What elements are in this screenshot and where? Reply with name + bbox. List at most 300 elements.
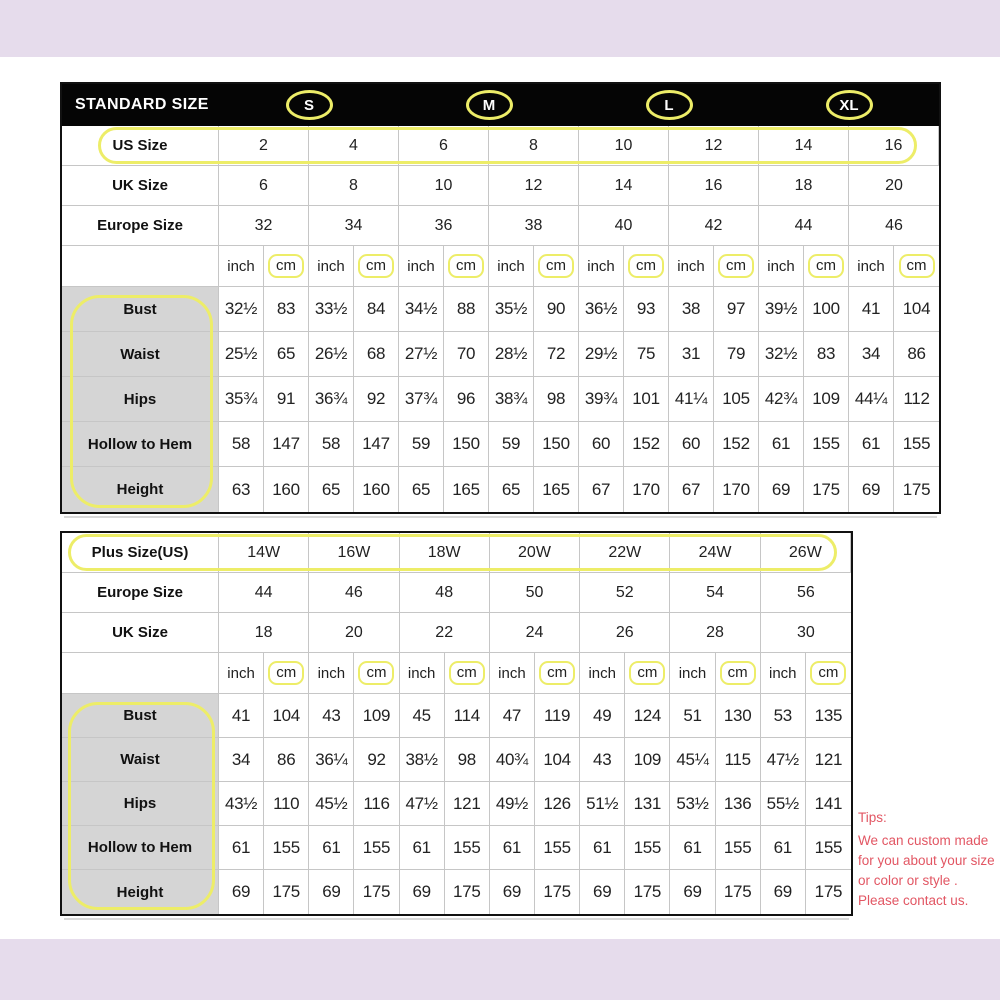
size-group-oval-s: S xyxy=(286,90,333,120)
measure-value-std-hips-6: 38¾ xyxy=(489,377,534,421)
unit-inch-label: inch xyxy=(849,246,894,286)
unit-cm-cell xyxy=(806,653,851,693)
measure-value-plus-bust-13: 135 xyxy=(814,705,843,725)
unit-cm-cell xyxy=(354,246,399,286)
measure-row-bust xyxy=(62,694,851,738)
measure-label-bust: Bust xyxy=(62,694,219,737)
measure-value-std-waist-5: 70 xyxy=(444,332,489,376)
size-value-std-uk-size-0: 6 xyxy=(219,166,309,205)
unit-inch-label: inch xyxy=(669,246,714,286)
measure-value-std-bust-5: 88 xyxy=(444,287,489,331)
measure-value-plus-hips-13: 141 xyxy=(814,793,843,813)
measure-value-std-bust-12: 39½ xyxy=(759,287,804,331)
measure-value-plus-hips-6: 49½ xyxy=(490,782,535,825)
measure-value-plus-hips-1: 110 xyxy=(264,782,309,825)
size-value-plus-europe-size-1: 46 xyxy=(309,573,399,612)
tips-note xyxy=(858,808,1000,911)
unit-row-empty-label xyxy=(62,246,219,286)
measure-value-std-hips-13: 109 xyxy=(804,377,849,421)
measure-value-std-waist-12: 32½ xyxy=(759,332,804,376)
unit-inch-label: inch xyxy=(400,653,445,693)
measure-value-std-waist-2: 26½ xyxy=(309,332,354,376)
measure-value-std-hips-15: 112 xyxy=(903,389,930,408)
measure-value-std-hollow-to-hem-5: 150 xyxy=(444,422,489,466)
tips-lines xyxy=(858,831,1000,911)
measure-value-std-height-13: 175 xyxy=(804,467,849,512)
measure-value-plus-height-5: 175 xyxy=(445,870,490,914)
measure-value-std-waist-1: 65 xyxy=(264,332,309,376)
cm-highlight-box: cm xyxy=(268,254,304,278)
measure-value-std-hollow-to-hem-15: 155 xyxy=(902,434,931,453)
unit-row-empty-label xyxy=(62,653,219,693)
measure-value-std-bust-13: 100 xyxy=(804,287,849,331)
measure-value-std-bust-9: 93 xyxy=(624,287,669,331)
cm-highlight-box: cm xyxy=(358,254,394,278)
measure-value-plus-hips-7: 126 xyxy=(535,782,580,825)
measure-value-plus-bust-8: 49 xyxy=(580,694,625,737)
cm-highlight-box: cm xyxy=(808,254,844,278)
measure-value-plus-hips-11: 136 xyxy=(716,782,761,825)
measure-value-plus-height-2: 69 xyxy=(309,870,354,914)
row-label-us-size: US Size xyxy=(62,126,219,165)
measure-value-plus-waist-10: 45¼ xyxy=(670,738,715,781)
cm-highlight-box: cm xyxy=(539,661,575,685)
size-value-plus-uk-size-5: 28 xyxy=(670,613,760,652)
cm-highlight-box: cm xyxy=(538,254,574,278)
measure-value-plus-height-8: 69 xyxy=(580,870,625,914)
plus-unit-row-wrap xyxy=(62,653,851,694)
standard-size-rows xyxy=(62,126,939,246)
size-value-std-us-size-5: 12 xyxy=(669,126,759,165)
measure-value-plus-hollow-to-hem-5: 155 xyxy=(445,826,490,869)
measure-value-plus-waist-2: 36¼ xyxy=(309,738,354,781)
size-group-oval-l: L xyxy=(646,90,693,120)
measure-value-std-bust-8: 36½ xyxy=(579,287,624,331)
measure-value-plus-waist-1: 86 xyxy=(264,738,309,781)
measure-value-plus-hips-3: 116 xyxy=(354,782,399,825)
measure-value-plus-waist-11: 115 xyxy=(716,738,761,781)
measure-value-std-hips-10: 41¼ xyxy=(669,377,714,421)
measure-value-std-hips-11: 105 xyxy=(714,377,759,421)
measure-row-hollow-to-hem xyxy=(62,826,851,870)
measure-value-std-height-14: 69 xyxy=(849,467,894,512)
measure-value-std-waist-4: 27½ xyxy=(399,332,444,376)
measure-value-plus-height-12: 69 xyxy=(761,870,806,914)
measure-value-std-waist-15: 86 xyxy=(907,344,926,363)
measure-value-std-waist-11: 79 xyxy=(714,332,759,376)
measure-value-std-bust-7: 90 xyxy=(534,287,579,331)
measure-value-std-hollow-to-hem-4: 59 xyxy=(399,422,444,466)
unit-cm-cell xyxy=(444,246,489,286)
cm-highlight-box: cm xyxy=(810,661,846,685)
measure-value-plus-hips-2: 45½ xyxy=(309,782,354,825)
size-value-std-uk-size-6: 18 xyxy=(759,166,849,205)
size-value-std-uk-size-3: 12 xyxy=(489,166,579,205)
size-row-europe-size xyxy=(62,573,851,613)
size-value-plus-plus-size-us-3: 20W xyxy=(490,533,580,572)
row-label-europe-size: Europe Size xyxy=(62,206,219,245)
size-value-plus-plus-size-us-5: 24W xyxy=(670,533,760,572)
row-label-europe-size: Europe Size xyxy=(62,573,219,612)
measure-value-plus-hollow-to-hem-0: 61 xyxy=(219,826,264,869)
measure-value-std-bust-11: 97 xyxy=(714,287,759,331)
measure-value-std-hollow-to-hem-13: 155 xyxy=(804,422,849,466)
measure-value-std-bust-1: 83 xyxy=(264,287,309,331)
measure-value-std-hips-7: 98 xyxy=(534,377,579,421)
size-row-us-size xyxy=(62,126,939,166)
size-value-std-uk-size-4: 14 xyxy=(579,166,669,205)
measure-value-std-hips-12: 42¾ xyxy=(759,377,804,421)
measure-value-plus-height-3: 175 xyxy=(354,870,399,914)
size-value-std-europe-size-7: 46 xyxy=(885,216,903,234)
size-value-std-europe-size-6: 44 xyxy=(759,206,849,245)
measure-value-std-height-0: 63 xyxy=(219,467,264,512)
row-label-uk-size: UK Size xyxy=(62,166,219,205)
measure-row-height xyxy=(62,467,939,512)
size-value-plus-europe-size-5: 54 xyxy=(670,573,760,612)
measure-value-plus-hollow-to-hem-7: 155 xyxy=(535,826,580,869)
measure-value-std-height-7: 165 xyxy=(534,467,579,512)
measure-value-plus-bust-2: 43 xyxy=(309,694,354,737)
measure-value-plus-bust-0: 41 xyxy=(219,694,264,737)
measure-value-std-hollow-to-hem-11: 152 xyxy=(714,422,759,466)
measure-row-hips xyxy=(62,377,939,422)
measure-value-plus-height-6: 69 xyxy=(490,870,535,914)
measure-value-std-waist-0: 25½ xyxy=(219,332,264,376)
tips-line-1: for you about your size xyxy=(858,853,995,868)
size-value-std-uk-size-7: 20 xyxy=(885,176,903,194)
size-value-plus-europe-size-0: 44 xyxy=(219,573,309,612)
measure-value-plus-waist-9: 109 xyxy=(625,738,670,781)
measure-value-plus-hips-5: 121 xyxy=(445,782,490,825)
measure-value-std-hollow-to-hem-10: 60 xyxy=(669,422,714,466)
measure-value-std-hollow-to-hem-2: 58 xyxy=(309,422,354,466)
cm-highlight-box: cm xyxy=(358,661,394,685)
size-group-m xyxy=(399,90,579,120)
measure-value-std-bust-10: 38 xyxy=(669,287,714,331)
measure-value-plus-bust-9: 124 xyxy=(625,694,670,737)
unit-row-std xyxy=(62,246,939,287)
measure-value-std-bust-15: 104 xyxy=(902,299,931,318)
size-value-plus-plus-size-us-2: 18W xyxy=(400,533,490,572)
measure-value-std-bust-14: 41 xyxy=(849,287,894,331)
measure-row-bust xyxy=(62,287,939,332)
measure-label-bust: Bust xyxy=(62,287,219,331)
size-value-std-us-size-7: 16 xyxy=(849,126,939,165)
measure-value-plus-height-4: 69 xyxy=(400,870,445,914)
measure-value-plus-hips-0: 43½ xyxy=(219,782,264,825)
measure-label-waist: Waist xyxy=(62,332,219,376)
measure-value-std-hips-0: 35¾ xyxy=(219,377,264,421)
size-group-l xyxy=(579,90,759,120)
unit-inch-label: inch xyxy=(309,653,354,693)
measure-value-std-hips-5: 96 xyxy=(444,377,489,421)
measure-label-waist: Waist xyxy=(62,738,219,781)
size-value-std-us-size-3: 8 xyxy=(489,126,579,165)
unit-inch-label: inch xyxy=(490,653,535,693)
unit-cm-cell xyxy=(716,653,761,693)
measure-value-plus-hips-12: 55½ xyxy=(761,782,806,825)
measure-value-plus-height-0: 69 xyxy=(219,870,264,914)
size-value-std-uk-size-2: 10 xyxy=(399,166,489,205)
measure-value-std-height-1: 160 xyxy=(264,467,309,512)
cm-highlight-box: cm xyxy=(448,254,484,278)
measure-value-plus-hollow-to-hem-3: 155 xyxy=(354,826,399,869)
size-group-xl xyxy=(759,90,939,120)
unit-row-plus xyxy=(62,653,851,694)
standard-size-table xyxy=(60,82,941,514)
bottom-frame-band xyxy=(0,939,1000,1000)
measure-value-plus-waist-0: 34 xyxy=(219,738,264,781)
measure-value-plus-height-13: 175 xyxy=(814,882,843,901)
unit-cm-cell xyxy=(624,246,669,286)
unit-cm-cell xyxy=(894,246,939,286)
unit-cm-cell xyxy=(354,653,399,693)
measure-value-std-waist-9: 75 xyxy=(624,332,669,376)
measure-value-std-height-12: 69 xyxy=(759,467,804,512)
measure-value-plus-height-7: 175 xyxy=(535,870,580,914)
size-value-plus-uk-size-3: 24 xyxy=(490,613,580,652)
measure-value-std-hips-1: 91 xyxy=(264,377,309,421)
size-value-plus-plus-size-us-1: 16W xyxy=(309,533,399,572)
measure-value-plus-waist-3: 92 xyxy=(354,738,399,781)
plus-measure-rows xyxy=(62,694,851,914)
measure-value-plus-height-1: 175 xyxy=(264,870,309,914)
size-value-std-europe-size-1: 34 xyxy=(309,206,399,245)
measure-value-std-bust-2: 33½ xyxy=(309,287,354,331)
unit-inch-label: inch xyxy=(761,653,806,693)
measure-value-std-hollow-to-hem-12: 61 xyxy=(759,422,804,466)
size-value-plus-plus-size-us-4: 22W xyxy=(580,533,670,572)
measure-value-std-height-5: 165 xyxy=(444,467,489,512)
size-value-plus-europe-size-6: 56 xyxy=(796,583,815,601)
cm-highlight-box: cm xyxy=(628,254,664,278)
measure-label-height: Height xyxy=(62,467,219,512)
tips-title: Tips: xyxy=(858,810,887,825)
cm-highlight-box: cm xyxy=(629,661,665,685)
measure-value-plus-hollow-to-hem-8: 61 xyxy=(580,826,625,869)
size-value-plus-europe-size-2: 48 xyxy=(400,573,490,612)
standard-unit-row-wrap xyxy=(62,246,939,287)
unit-cm-cell xyxy=(625,653,670,693)
measure-value-std-waist-8: 29½ xyxy=(579,332,624,376)
measure-value-std-hips-3: 92 xyxy=(354,377,399,421)
size-value-std-us-size-4: 10 xyxy=(579,126,669,165)
unit-inch-label: inch xyxy=(399,246,444,286)
measure-row-hollow-to-hem xyxy=(62,422,939,467)
size-value-std-uk-size-5: 16 xyxy=(669,166,759,205)
cm-highlight-box: cm xyxy=(449,661,485,685)
measure-value-plus-waist-8: 43 xyxy=(580,738,625,781)
unit-inch-label: inch xyxy=(759,246,804,286)
measure-value-plus-bust-3: 109 xyxy=(354,694,399,737)
measure-value-plus-waist-5: 98 xyxy=(445,738,490,781)
measure-value-std-height-4: 65 xyxy=(399,467,444,512)
unit-inch-label: inch xyxy=(489,246,534,286)
size-value-std-us-size-0: 2 xyxy=(219,126,309,165)
cm-highlight-box: cm xyxy=(720,661,756,685)
measure-value-plus-bust-12: 53 xyxy=(761,694,806,737)
measure-label-hips: Hips xyxy=(62,377,219,421)
measure-value-std-waist-6: 28½ xyxy=(489,332,534,376)
measure-value-plus-hips-8: 51½ xyxy=(580,782,625,825)
cm-highlight-box: cm xyxy=(718,254,754,278)
measure-value-std-bust-0: 32½ xyxy=(219,287,264,331)
size-value-plus-uk-size-0: 18 xyxy=(219,613,309,652)
unit-cm-cell xyxy=(264,653,309,693)
measure-value-plus-hollow-to-hem-1: 155 xyxy=(264,826,309,869)
row-label-uk-size: UK Size xyxy=(62,613,219,652)
measure-value-std-waist-3: 68 xyxy=(354,332,399,376)
tips-line-3: Please contact us. xyxy=(858,893,969,908)
measure-value-plus-bust-10: 51 xyxy=(670,694,715,737)
plus-size-rows xyxy=(62,533,851,653)
cm-highlight-box: cm xyxy=(268,661,304,685)
measure-value-plus-waist-4: 38½ xyxy=(400,738,445,781)
unit-inch-label: inch xyxy=(580,653,625,693)
size-value-std-europe-size-0: 32 xyxy=(219,206,309,245)
measure-value-plus-waist-13: 121 xyxy=(814,749,843,769)
measure-label-height: Height xyxy=(62,870,219,914)
measure-value-plus-bust-7: 119 xyxy=(535,694,580,737)
measure-value-plus-hips-9: 131 xyxy=(625,782,670,825)
measure-value-std-waist-7: 72 xyxy=(534,332,579,376)
measure-value-std-bust-6: 35½ xyxy=(489,287,534,331)
measure-value-std-bust-4: 34½ xyxy=(399,287,444,331)
size-value-std-europe-size-4: 40 xyxy=(579,206,669,245)
unit-cm-cell xyxy=(714,246,759,286)
size-value-plus-uk-size-1: 20 xyxy=(309,613,399,652)
measure-value-plus-bust-11: 130 xyxy=(716,694,761,737)
measure-value-std-hollow-to-hem-8: 60 xyxy=(579,422,624,466)
measure-value-std-hollow-to-hem-9: 152 xyxy=(624,422,669,466)
measure-value-std-hips-8: 39¾ xyxy=(579,377,624,421)
measure-value-std-hips-2: 36¾ xyxy=(309,377,354,421)
unit-cm-cell xyxy=(445,653,490,693)
size-value-plus-plus-size-us-6: 26W xyxy=(761,533,851,572)
unit-cm-cell xyxy=(804,246,849,286)
measure-row-waist xyxy=(62,332,939,377)
measure-value-std-hollow-to-hem-14: 61 xyxy=(849,422,894,466)
size-row-plus-size-us xyxy=(62,533,851,573)
tips-line-0: We can custom made xyxy=(858,833,989,848)
measure-value-std-height-3: 160 xyxy=(354,467,399,512)
standard-measure-rows xyxy=(62,287,939,512)
unit-inch-label: inch xyxy=(219,246,264,286)
measure-value-std-hollow-to-hem-6: 59 xyxy=(489,422,534,466)
top-frame-band xyxy=(0,0,1000,57)
size-value-std-europe-size-2: 36 xyxy=(399,206,489,245)
measure-value-std-hips-4: 37¾ xyxy=(399,377,444,421)
measure-value-plus-bust-4: 45 xyxy=(400,694,445,737)
measure-value-plus-hollow-to-hem-12: 61 xyxy=(761,826,806,869)
size-value-std-us-size-1: 4 xyxy=(309,126,399,165)
measure-value-plus-bust-6: 47 xyxy=(490,694,535,737)
measure-value-std-bust-3: 84 xyxy=(354,287,399,331)
measure-value-std-height-15: 175 xyxy=(902,479,931,499)
size-value-std-us-size-6: 14 xyxy=(759,126,849,165)
measure-value-plus-waist-7: 104 xyxy=(535,738,580,781)
size-group-oval-m: M xyxy=(466,90,513,120)
plus-size-table xyxy=(60,531,853,916)
size-value-plus-uk-size-6: 30 xyxy=(796,623,815,641)
measure-value-std-hollow-to-hem-3: 147 xyxy=(354,422,399,466)
size-value-plus-europe-size-4: 52 xyxy=(580,573,670,612)
unit-inch-label: inch xyxy=(670,653,715,693)
size-value-std-europe-size-5: 42 xyxy=(669,206,759,245)
measure-value-std-waist-14: 34 xyxy=(849,332,894,376)
measure-value-std-hollow-to-hem-1: 147 xyxy=(264,422,309,466)
size-group-s xyxy=(219,90,399,120)
measure-row-hips xyxy=(62,782,851,826)
size-value-std-europe-size-3: 38 xyxy=(489,206,579,245)
measure-value-plus-hollow-to-hem-11: 155 xyxy=(716,826,761,869)
standard-size-header-bar xyxy=(62,84,939,126)
unit-inch-label: inch xyxy=(309,246,354,286)
measure-value-std-height-6: 65 xyxy=(489,467,534,512)
size-value-std-uk-size-1: 8 xyxy=(309,166,399,205)
measure-label-hips: Hips xyxy=(62,782,219,825)
size-value-plus-europe-size-3: 50 xyxy=(490,573,580,612)
measure-value-plus-hollow-to-hem-4: 61 xyxy=(400,826,445,869)
measure-value-plus-height-11: 175 xyxy=(716,870,761,914)
measure-value-plus-hollow-to-hem-6: 61 xyxy=(490,826,535,869)
size-value-plus-uk-size-2: 22 xyxy=(400,613,490,652)
measure-value-plus-hollow-to-hem-2: 61 xyxy=(309,826,354,869)
row-label-plus-size-us: Plus Size(US) xyxy=(62,533,219,572)
measure-value-std-height-11: 170 xyxy=(714,467,759,512)
measure-value-std-hips-14: 44¼ xyxy=(849,377,894,421)
measure-label-hollow-to-hem: Hollow to Hem xyxy=(62,422,219,466)
size-group-oval-xl: XL xyxy=(826,90,873,120)
measure-label-hollow-to-hem: Hollow to Hem xyxy=(62,826,219,869)
unit-cm-cell xyxy=(535,653,580,693)
size-row-uk-size xyxy=(62,166,939,206)
measure-value-std-hollow-to-hem-7: 150 xyxy=(534,422,579,466)
measure-value-std-height-9: 170 xyxy=(624,467,669,512)
measure-value-std-waist-13: 83 xyxy=(804,332,849,376)
measure-value-plus-hollow-to-hem-10: 61 xyxy=(670,826,715,869)
size-value-plus-plus-size-us-0: 14W xyxy=(219,533,309,572)
size-value-plus-uk-size-4: 26 xyxy=(580,613,670,652)
measure-row-height xyxy=(62,870,851,914)
size-row-uk-size xyxy=(62,613,851,653)
measure-value-plus-bust-1: 104 xyxy=(264,694,309,737)
measure-value-plus-height-9: 175 xyxy=(625,870,670,914)
measure-value-plus-waist-12: 47½ xyxy=(761,738,806,781)
measure-value-plus-height-10: 69 xyxy=(670,870,715,914)
measure-value-std-hips-9: 101 xyxy=(624,377,669,421)
measure-value-std-waist-10: 31 xyxy=(669,332,714,376)
measure-value-std-height-10: 67 xyxy=(669,467,714,512)
measure-value-std-height-8: 67 xyxy=(579,467,624,512)
standard-size-title: STANDARD SIZE xyxy=(75,96,209,113)
measure-value-plus-bust-5: 114 xyxy=(445,694,490,737)
unit-cm-cell xyxy=(534,246,579,286)
tips-line-2: or color or style . xyxy=(858,873,958,888)
cm-highlight-box: cm xyxy=(899,254,935,278)
measure-value-plus-waist-6: 40¾ xyxy=(490,738,535,781)
measure-value-plus-hips-4: 47½ xyxy=(400,782,445,825)
unit-cm-cell xyxy=(264,246,309,286)
measure-value-std-hollow-to-hem-0: 58 xyxy=(219,422,264,466)
unit-inch-label: inch xyxy=(579,246,624,286)
measure-row-waist xyxy=(62,738,851,782)
measure-value-plus-hollow-to-hem-13: 155 xyxy=(814,837,843,857)
measure-value-plus-hollow-to-hem-9: 155 xyxy=(625,826,670,869)
size-value-std-us-size-2: 6 xyxy=(399,126,489,165)
measure-value-std-height-2: 65 xyxy=(309,467,354,512)
